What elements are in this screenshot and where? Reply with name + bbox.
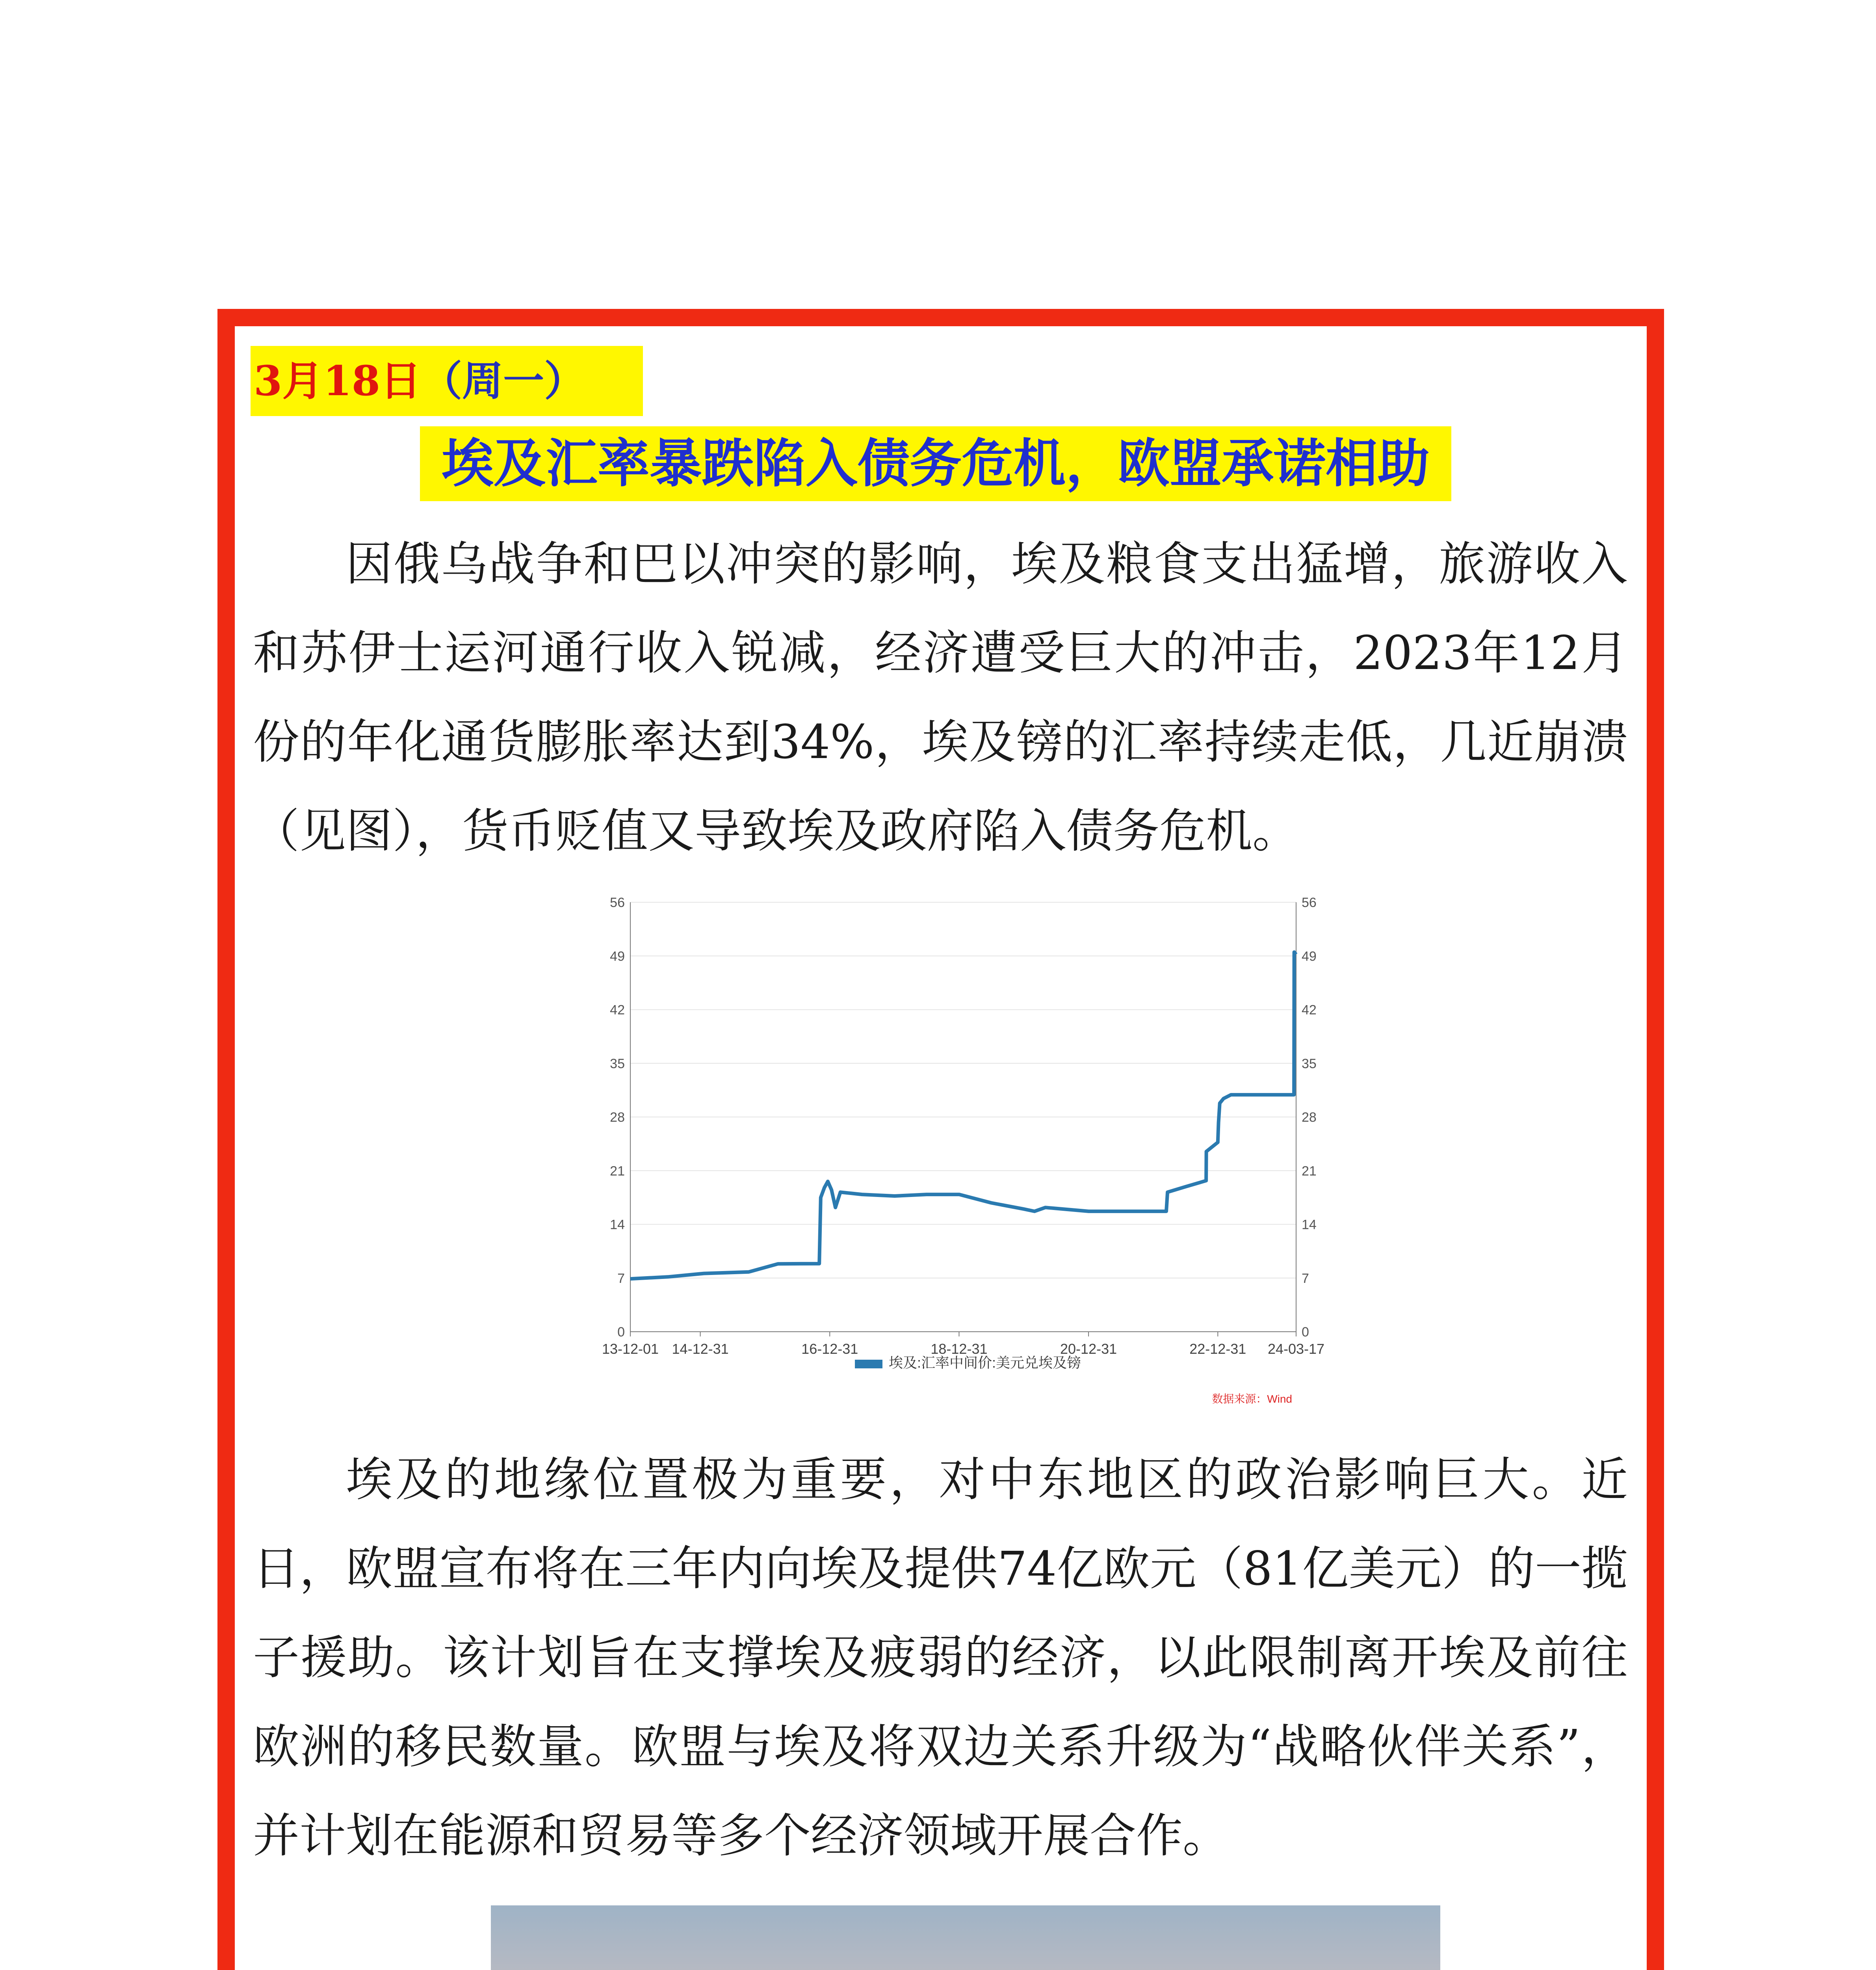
y-tick-label-right: 56	[1302, 895, 1317, 910]
weekday-text: （周一）	[421, 357, 585, 405]
y-tick-label-left: 42	[610, 1002, 625, 1018]
date-text: 3月18日	[254, 357, 422, 405]
x-tick-label: 13-12-01	[602, 1341, 659, 1357]
y-tick-label-right: 28	[1302, 1110, 1317, 1125]
paragraph-1: 因俄乌战争和巴以冲突的影响，埃及粮食支出猛增，旅游收入和苏伊士运河通行收入锐减，经济遭受巨大的冲击，2023年12月份的年化通货膨胀率达到34%，埃及镑的汇率持续走低，几近崩溃（见图），货币贬值又导致埃及政府陷入债务危机。	[253, 537, 1628, 858]
x-tick-label: 24-03-17	[1267, 1341, 1325, 1357]
page-title: 埃及汇率暴跌陷入债务危机，欧盟承诺相助	[420, 426, 1451, 501]
paragraph-2: 埃及的地缘位置极为重要，对中东地区的政治影响巨大。近日，欧盟宣布将在三年内向埃及提供74亿欧元（81亿美元）的一揽子援助。该计划旨在支撑埃及疲弱的经济，以此限制离开埃及前往欧洲的移民数量。欧盟与埃及将双边关系升级为“战略伙伴关系”，并计划在能源和贸易等多个经济领域开展合作。	[253, 1452, 1628, 1863]
x-tick-label: 14-12-31	[672, 1341, 729, 1357]
exchange-rate-chart	[579, 883, 1347, 1426]
y-tick-label-left: 49	[610, 949, 625, 964]
y-tick-label-right: 21	[1302, 1163, 1317, 1179]
y-tick-label-right: 7	[1302, 1271, 1309, 1286]
x-tick-label: 22-12-31	[1189, 1341, 1246, 1357]
date-banner	[251, 346, 643, 416]
legend-swatch	[855, 1360, 882, 1368]
y-tick-label-left: 0	[617, 1325, 625, 1340]
chart-svg	[579, 883, 1347, 1426]
y-tick-label-right: 0	[1302, 1325, 1309, 1340]
y-tick-label-left: 21	[610, 1163, 625, 1179]
y-tick-label-left: 56	[610, 895, 625, 910]
y-tick-label-right: 14	[1302, 1217, 1317, 1232]
y-tick-label-left: 35	[610, 1056, 625, 1071]
legend-label: 埃及:汇率中间价:美元兑埃及镑	[889, 1355, 1081, 1371]
x-tick-label: 16-12-31	[801, 1341, 858, 1357]
pyramids-photo	[491, 1905, 1440, 1970]
source-note: 数据来源：Wind	[1212, 1393, 1292, 1405]
x-tick-label: 20-12-31	[1060, 1341, 1117, 1357]
series-line	[630, 952, 1296, 1279]
y-tick-label-right: 49	[1302, 949, 1317, 964]
x-tick-label: 18-12-31	[931, 1341, 988, 1357]
y-tick-label-right: 42	[1302, 1002, 1317, 1018]
y-tick-label-left: 7	[617, 1271, 625, 1286]
y-tick-label-left: 28	[610, 1110, 625, 1125]
y-tick-label-left: 14	[610, 1217, 625, 1232]
y-tick-label-right: 35	[1302, 1056, 1317, 1071]
